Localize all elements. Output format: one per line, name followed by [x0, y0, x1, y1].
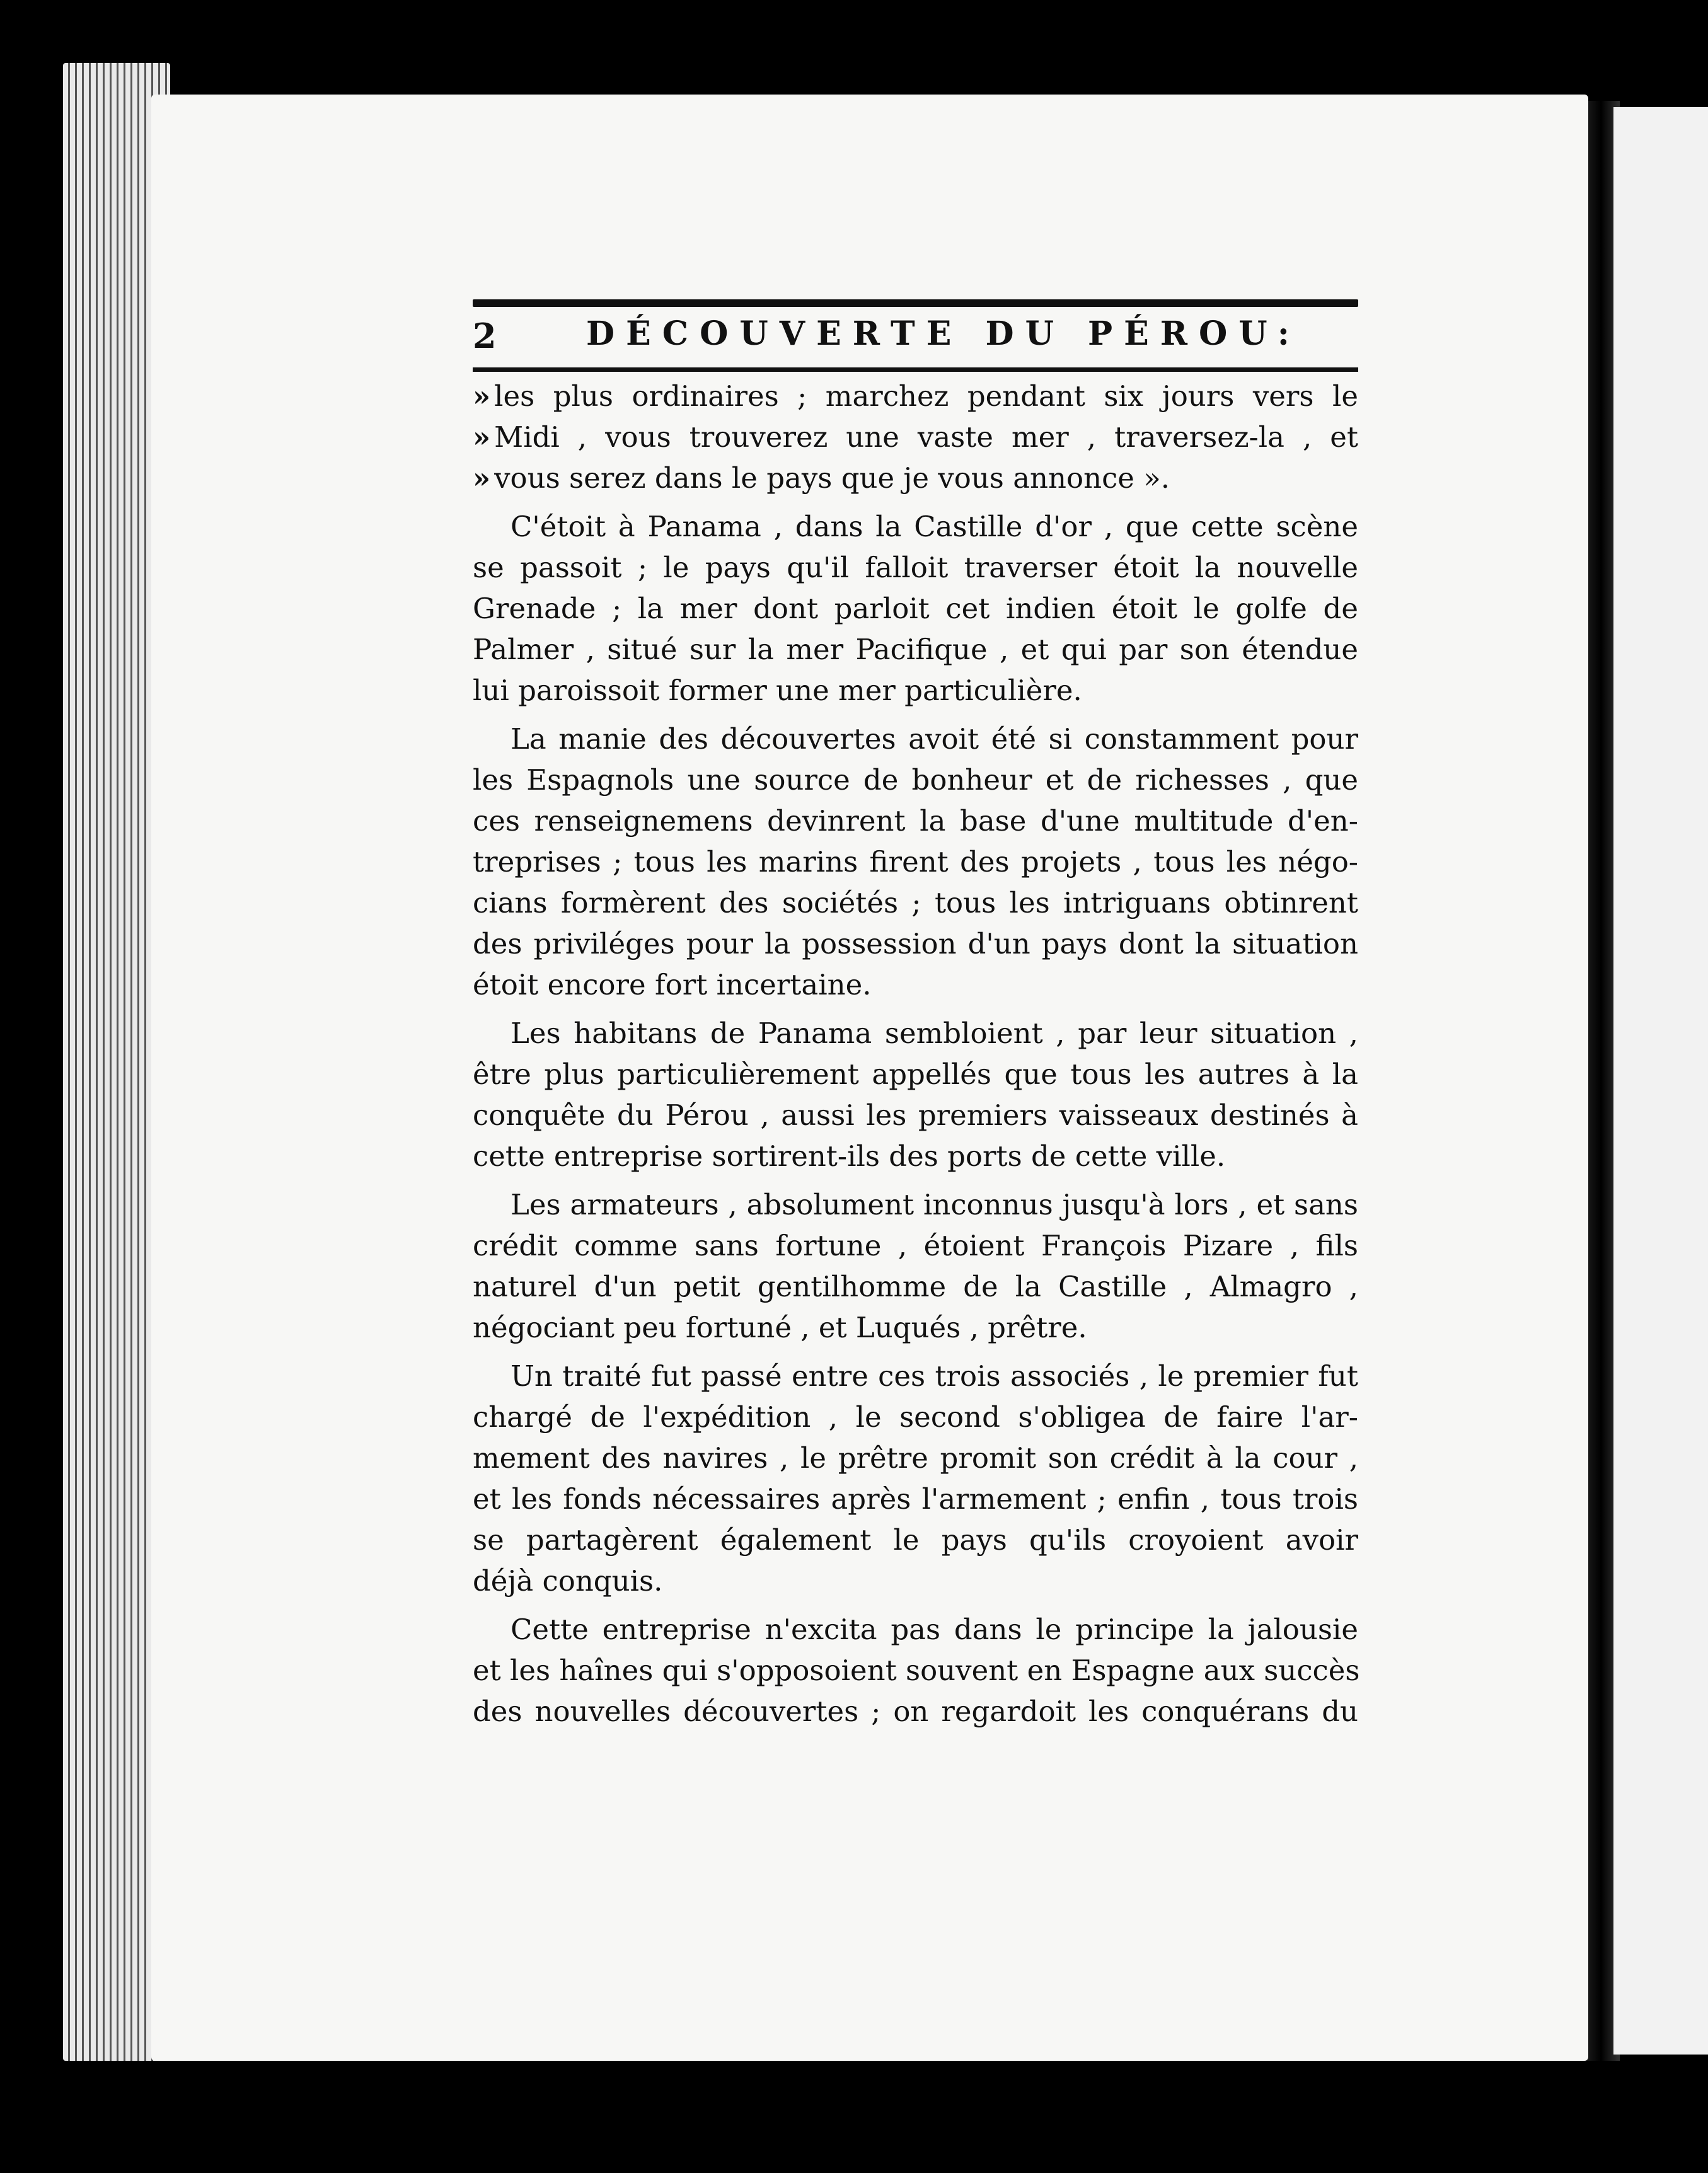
facing-page-edge	[1613, 107, 1708, 2055]
body-text	[473, 376, 1358, 1732]
text-line	[473, 1013, 1358, 1054]
line-text: Grenade ; la mer dont parloit cet indien étoit le golfe de	[473, 592, 1358, 625]
line-text: déjà conquis.	[473, 1564, 663, 1598]
text-line	[473, 1478, 1358, 1519]
line-text: Un traité fut passé entre ces trois associés , le premier fut	[511, 1359, 1358, 1393]
paragraph	[473, 1609, 1358, 1732]
line-text: les Espagnols une source de bonheur et de richesses , que	[473, 763, 1358, 797]
text-line	[473, 1356, 1358, 1397]
text-line	[473, 670, 1358, 711]
paragraph	[473, 506, 1358, 711]
line-text: naturel d'un petit gentilhomme de la Castille , Almagro ,	[473, 1270, 1358, 1303]
quote-mark: »	[473, 379, 491, 413]
line-text: treprises ; tous les marins firent des projets , tous les négo-	[473, 845, 1358, 879]
line-text: C'étoit à Panama , dans la Castille d'or , que cette scène	[511, 510, 1358, 543]
line-text: des priviléges pour la possession d'un pays dont la situation	[473, 927, 1358, 960]
line-text: mement des navires , le prêtre promit son crédit à la cour ,	[473, 1441, 1358, 1475]
running-head	[473, 307, 1358, 365]
line-text: Midi , vous trouverez une vaste mer , traversez-la , et	[494, 420, 1358, 454]
text-line	[473, 923, 1358, 964]
text-line	[473, 1307, 1358, 1348]
line-text: Cette entreprise n'excita pas dans le principe la jalousie	[511, 1613, 1358, 1646]
text-line	[473, 417, 1358, 458]
text-line	[473, 1266, 1358, 1307]
line-text: vous serez dans le pays que je vous annonce ».	[494, 461, 1170, 495]
text-line	[473, 1184, 1358, 1225]
text-line	[473, 1691, 1358, 1732]
line-text: se passoit ; le pays qu'il falloit traverser étoit la nouvelle	[473, 551, 1358, 584]
text-line	[473, 759, 1358, 800]
line-text: cians formèrent des sociétés ; tous les intriguans obtinrent	[473, 886, 1358, 919]
text-line	[473, 841, 1358, 882]
paragraph	[473, 376, 1358, 499]
line-text: étoit encore fort incertaine.	[473, 968, 872, 1001]
line-text: se partagèrent également le pays qu'ils croyoient avoir	[473, 1523, 1358, 1557]
quote-mark: »	[473, 461, 491, 495]
paragraph	[473, 1356, 1358, 1601]
text-line	[473, 1095, 1358, 1136]
text-line	[473, 547, 1358, 588]
page-number: 2	[473, 316, 497, 356]
line-text: ces renseignemens devinrent la base d'une multitude d'en-	[473, 804, 1358, 838]
text-line	[473, 458, 1358, 499]
line-text: être plus particulièrement appellés que tous les autres à la	[473, 1058, 1358, 1091]
line-text: négociant peu fortuné , et Luqués , prêtre.	[473, 1311, 1087, 1344]
paragraph	[473, 718, 1358, 1005]
text-line	[473, 629, 1358, 670]
text-line	[473, 882, 1358, 923]
paragraph	[473, 1013, 1358, 1177]
text-block	[473, 299, 1358, 1732]
header-rule-bottom	[473, 367, 1358, 372]
text-line	[473, 1609, 1358, 1650]
line-text: crédit comme sans fortune , étoient François Pizare , fils	[473, 1229, 1358, 1262]
line-text: Les habitans de Panama sembloient , par leur situation ,	[511, 1017, 1358, 1050]
text-line	[473, 1225, 1358, 1266]
line-text: et les fonds nécessaires après l'armement ; enfin , tous trois	[473, 1482, 1358, 1516]
text-line	[473, 506, 1358, 547]
text-line	[473, 800, 1358, 841]
line-text: Palmer , situé sur la mer Pacifique , et qui par son étendue	[473, 633, 1358, 666]
quote-mark: »	[473, 420, 491, 454]
line-text: des nouvelles découvertes ; on regardoit les conquérans du	[473, 1695, 1358, 1728]
running-title: DÉCOUVERTE DU PÉROU:	[586, 314, 1301, 353]
text-line	[473, 1650, 1358, 1691]
text-line	[473, 376, 1358, 417]
line-text: lui paroissoit former une mer particulière.	[473, 674, 1082, 707]
line-text: et les haînes qui s'opposoient souvent en Espagne aux succès	[473, 1654, 1360, 1687]
line-text: chargé de l'expédition , le second s'obligea de faire l'ar-	[473, 1400, 1358, 1434]
text-line	[473, 1397, 1358, 1438]
line-text: conquête du Pérou , aussi les premiers vaisseaux destinés à	[473, 1098, 1358, 1132]
text-line	[473, 1560, 1358, 1601]
text-line	[473, 1136, 1358, 1177]
header-rule-top	[473, 299, 1358, 307]
text-line	[473, 964, 1358, 1005]
line-text: cette entreprise sortirent-ils des ports de cette ville.	[473, 1139, 1226, 1173]
line-text: Les armateurs , absolument inconnus jusqu'à lors , et sans	[511, 1188, 1358, 1221]
line-text: La manie des découvertes avoit été si constamment pour	[511, 722, 1358, 756]
text-line	[473, 588, 1358, 629]
text-line	[473, 718, 1358, 759]
text-line	[473, 1519, 1358, 1560]
paragraph	[473, 1184, 1358, 1348]
text-line	[473, 1438, 1358, 1478]
line-text: les plus ordinaires ; marchez pendant six jours vers le	[494, 379, 1358, 413]
text-line	[473, 1054, 1358, 1095]
